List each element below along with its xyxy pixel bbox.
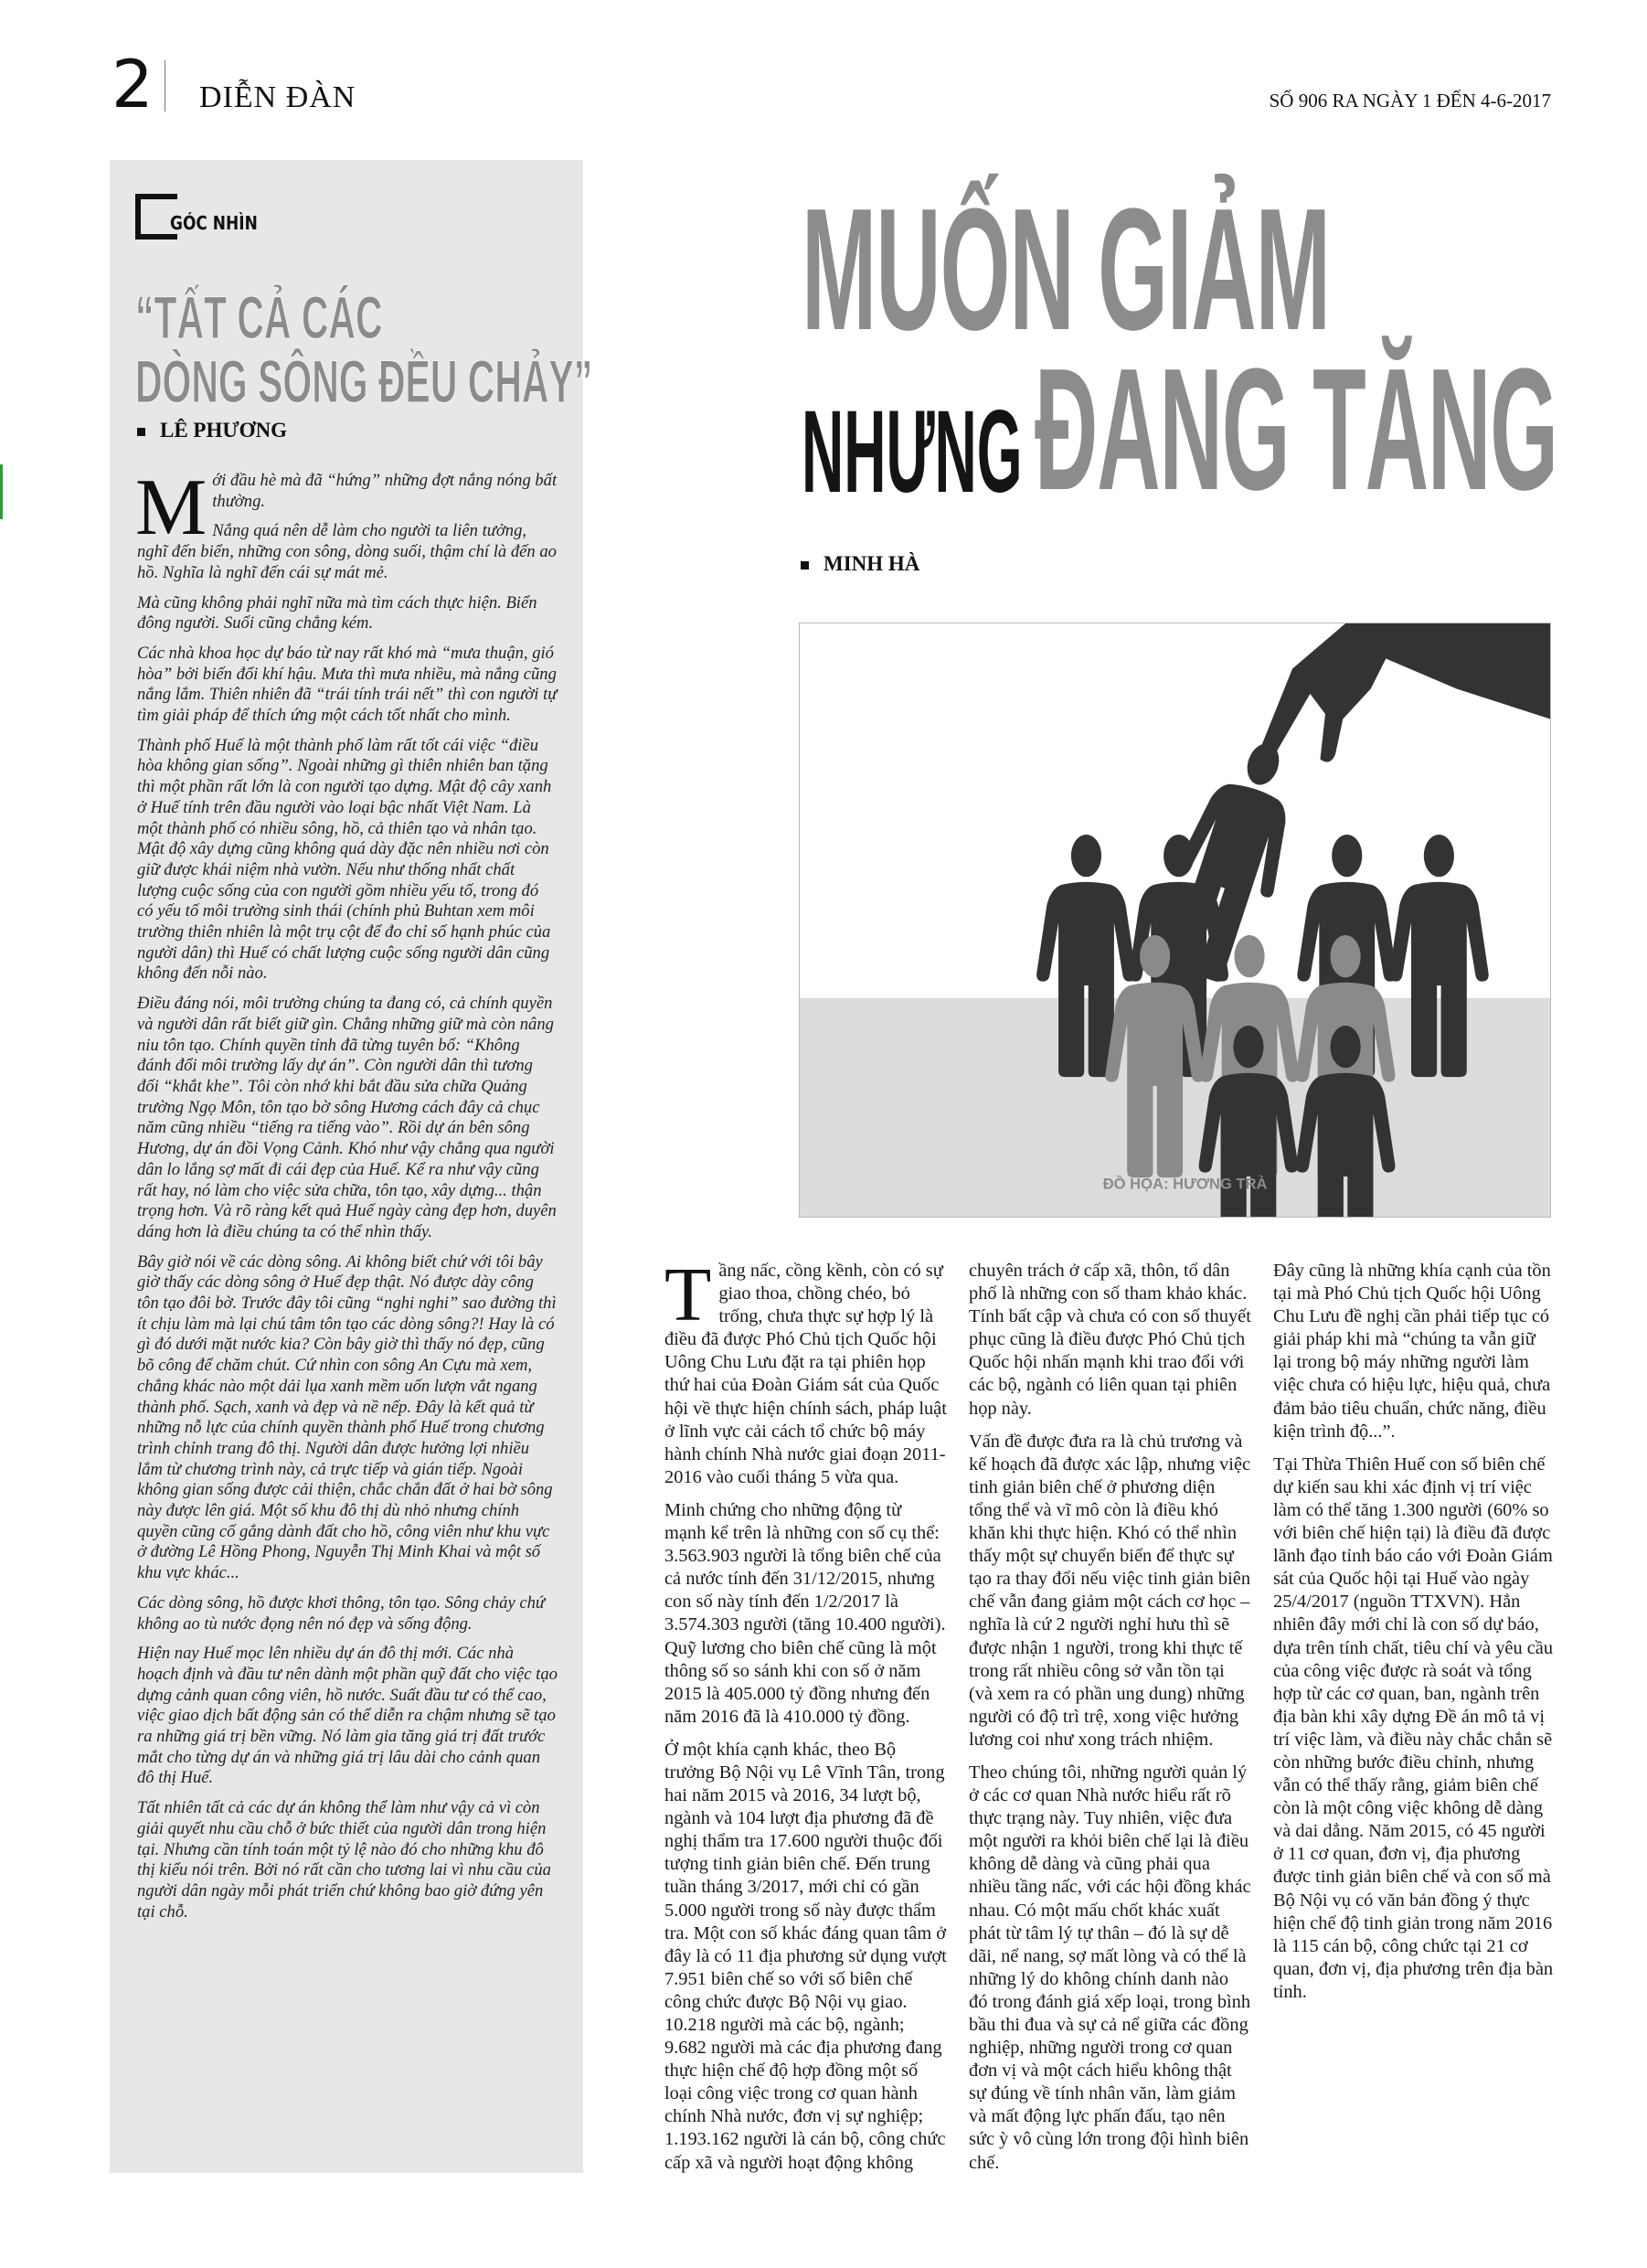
paragraph: Tại Thừa Thiên Huế con số biên chế dự kiến sau khi xác định vị trí việc làm có thể tăng 1.300 người (60% so với biên chế hiện tại) là điều đã được lãnh đạo tỉnh báo cáo với Đoàn Giám sát của Quốc hội tại Huế vào ngày 25/4/2017 (nguồn TTXVN). Hẳn nhiên đây mới chỉ là con số dự báo, dựa trên tính chất, tiêu chí và yêu cầu của công việc được rà soát và tổng hợp từ các cơ quan, ban, ngành trên địa bàn khi xây dựng Đề án mô tả vị trí việc làm, và điều này chắc chắn sẽ còn những bước điều chỉnh, nhưng vẫn có thể thấy rằng, giảm biên chế còn là một công việc không dễ dàng và dai dẳng. Năm 2015, có 45 người ở 11 cơ quan, đơn vị, địa phương được tinh giản biên chế và con số mà Bộ Nội vụ có văn bản đồng ý thực hiện chế độ tinh giản trong năm 2016 là 115 cán bộ, công chức tại 21 cơ quan, đơn vị, địa phương trên địa bàn tỉnh.: [1273, 1453, 1554, 2002]
edge-marker: [0, 464, 3, 519]
paragraph: Minh chứng cho những động từ mạnh kể trên là những con số cụ thể: 3.563.903 người là tổng biên chế của cả nước tính đến 31/12/2015, nhưng con số này tính đến 1/2/2017 là 3.574.303 người (tăng 10.400 người). Quỹ lương cho biên chế cũng là một thông số so sánh khi con số ở năm 2015 là 405.000 tỷ đồng nhưng đến năm 2016 đã là 410.000 tỷ đồng.: [664, 1499, 946, 1727]
illustration-graphic: [800, 623, 1550, 1217]
article-byline: [801, 552, 919, 576]
drop-cap: T: [664, 1252, 712, 1337]
sidebar-title-line: DÒNG SÔNG ĐỀU CHẢY”: [135, 347, 593, 415]
paragraph: Đây cũng là những khía cạnh của tồn tại mà Phó Chủ tịch Quốc hội Uông Chu Lưu đề nghị cần phải tiếp tục có giải pháp khi mà “chúng ta vẫn giữ lại trong bộ máy những người làm việc chưa có hiệu lực, hiệu quả, chưa đảm bảo tiêu chuẩn, chức năng, điều kiện trình độ...”.: [1273, 1261, 1551, 1442]
article-body: [664, 1252, 1556, 2188]
sidebar-title-line: “TẤT CẢ CÁC: [135, 283, 383, 351]
illustration: [799, 623, 1551, 1218]
paragraph: Điều đáng nói, môi trường chúng ta đang có, cả chính quyền và người dân rất biết giữ gìn. Chẳng những giữ mà còn nâng niu tôn tạo. Chính quyền tỉnh đã từng tuyên bố: “Không đánh đổi môi trường lấy dự án”. Còn người dân thì tương đối “khắt khe”. Tôi còn nhớ khi bắt đầu sửa chữa Quảng trường Ngọ Môn, tôn tạo bờ sông Hương cách đây cả chục năm cũng nhiều “tiếng ra tiếng vào”. Rồi dự án bên sông Hương, dự án đồi Vọng Cảnh. Khó như vậy chẳng qua người dân lo lắng sợ mất đi cái đẹp của Huế. Kể ra như vậy cũng rất hay, nó làm cho việc sửa chữa, tôn tạo, xây dựng... thận trọng hơn. Và rõ ràng kết quả Huế ngày càng đẹp hơn, duyên dáng hơn là điều chúng ta có thể nhìn thấy.: [137, 994, 557, 1241]
headline-line-1: MUỐN GIẢM: [802, 173, 1330, 367]
issue-info: SỐ 906 RA NGÀY 1 ĐẾN 4-6-2017: [1269, 90, 1551, 112]
paragraph: Bây giờ nói về các dòng sông. Ai không biết chứ với tôi bây giờ thấy các dòng sông ở Huế đẹp thật. Nó được dày công tôn tạo đôi bờ. Trước đây tôi cũng “nghi nghi” sao đường thì ít chịu làm mà lại chú tâm tôn tạo các dòng sông?! Hay là có gì đó dưới mặt nước kia? Còn bây giờ thì thấy nó đẹp, cũng bõ công để chăm chút. Cứ nhìn con sông An Cựu mà xem, chẳng khác nào một dải lụa xanh mềm uốn lượn vắt ngang thành phố. Sạch, xanh và đẹp và nề nếp. Đây là kết quả từ những nỗ lực của chính quyền thành phố Huế trong chương trình chỉnh trang đô thị. Người dân được hưởng lợi nhiều lắm từ chương trình này, cả trực tiếp và gián tiếp. Ngoài không gian sống được cải thiện, chắc chắn đất ở hai bờ sông này được lên giá. Một số khu đô thị dù nhỏ nhưng chính quyền cũng cố gắng dành đất cho hồ, công viên như khu vực ở đường Lê Hồng Phong, Nguyễn Thị Minh Khai và một số khu vực khác...: [137, 1251, 557, 1583]
author-name: MINH HÀ: [824, 552, 920, 575]
paragraph: Thành phố Huế là một thành phố làm rất tốt cái việc “điều hòa không gian sống”. Ngoài những gì thiên nhiên ban tặng thì một phần rất lớn là con người tạo dựng. Mật độ cây xanh ở Huế tính trên đầu người vào loại bậc nhất Việt Nam. Là một thành phố có nhiều sông, hồ, cả thiên tạo và nhân tạo. Mật độ xây dựng cũng không quá dày đặc nên nhiều nơi còn giữ được khái niệm nhà vườn. Nếu như thống nhất chất lượng cuộc sống của con người gồm nhiều yếu tố, trong đó có yếu tố môi trường sinh thái (chính phủ Buhtan xem môi trường thiên nhiên là một trụ cột để đo chỉ số hạnh phúc của người dân) thì Huế có chất lượng cuộc sống người dân cũng không đến nỗi nào.: [137, 735, 552, 984]
paragraph-text: ới đầu hè mà đã “hứng” những đợt nắng nóng bất thường.: [212, 471, 558, 511]
paragraph: Ở một khía cạnh khác, theo Bộ trưởng Bộ Nội vụ Lê Vĩnh Tân, trong hai năm 2015 và 2016, 34 lượt bộ, ngành và 104 lượt địa phương đã đề nghị thẩm tra 17.600 người thuộc đối tượng tinh giản biên chế. Đến trung tuần tháng 3/2017, mới chỉ có gần 5.000 người trong số này được thẩm tra. Một con số khác đáng quan tâm ở đây là có 11 địa phương sử dụng vượt 7.951 biên chế so với số biên chế công chức được Bộ Nội vụ giao. 10.218 người mà các bộ, ngành; 9.682 người mà các địa phương đang thực hiện chế độ hợp đồng một số loại công việc trong cơ quan hành chính Nhà nước, đơn vị sự nghiệp; 1.193.162 người là cán bộ, công chức cấp xã và người hoạt động không chuyên trách ở cấp xã, thôn, tổ dân phố là những con số tham khảo khác. Tính bất cập và chưa có con số thuyết phục cũng là điều được Phó Chủ tịch Quốc hội nhấn mạnh khi trao đổi với các bộ, ngành có liên quan tại phiên họp này.: [664, 1261, 1251, 2173]
paragraph: Tất nhiên tất cả các dự án không thể làm như vậy cả vì còn giải quyết nhu cầu chỗ ở bức thiết của người dân trong hiện tại. Nhưng cần tính toán một tỷ lệ nào đó cho những khu đô thị kiểu nói trên. Bởi nó rất cần cho tương lai vì nhu cầu của người dân ngày mỗi phát triển chứ không bao giờ đứng yên tại chỗ.: [137, 1798, 551, 1922]
section-name: DIỄN ĐÀN: [199, 80, 356, 114]
paragraph: Vấn đề được đưa ra là chủ trương và kế hoạch đã được xác lập, nhưng việc tinh giản biên chế ở phương diện tổng thể và vĩ mô còn là điều khó khăn khi thực hiện. Khó có thể nhìn thấy một sự chuyển biến để thực sự tạo ra thay đổi nếu việc tinh giản biên chế vẫn đang giảm một cách cơ học – nghĩa là cứ 2 người nghỉ hưu thì sẽ được nhận 1 người, trong khi thực tế trong rất nhiều công sở vẫn tồn tại (và xem ra có phần ung dung) những người có độ trì trệ, xong việc hưởng lương coi như xong trách nhiệm.: [969, 1431, 1251, 1750]
bracket-icon: [135, 194, 172, 240]
paragraph: Các dòng sông, hồ được khơi thông, tôn tạo. Sông chảy chứ không ao tù nước đọng nên nó đẹp và sống động.: [137, 1592, 546, 1634]
sidebar-title: [135, 285, 592, 413]
paragraph: Hiện nay Huế mọc lên nhiều dự án đô thị mới. Các nhà hoạch định và đầu tư nên dành một phần quỹ đất cho việc tạo dựng cảnh quan công viên, hồ nước. Suất đầu tư có thể cao, việc giao dịch bất động sản có thể diễn ra chậm nhưng sẽ tạo ra những giá trị bền vững. Nó làm gia tăng giá trị đất trước mắt cho từng dự án và những giá trị lâu dài cho cảnh quan đô thị Huế.: [137, 1644, 558, 1788]
illustration-credit: ĐỒ HỌA: HƯƠNG TRÀ: [1102, 1175, 1268, 1193]
drop-cap: M: [135, 463, 207, 552]
page-number: 2: [112, 46, 154, 122]
paragraph: Mà cũng không phải nghĩ nữa mà tìm cách thực hiện. Biển đông người. Suối cũng chẳng kém.: [137, 592, 537, 634]
paragraph: Nắng quá nên dễ làm cho người ta liên tưởng, nghĩ đến biển, những con sông, dòng suối, thậm chí là đến ao hồ. Nghĩa là nghĩ đến cái sự mát mẻ.: [137, 521, 557, 582]
bullet-icon: [801, 561, 809, 570]
kicker-label: GÓC NHÌN: [170, 212, 258, 234]
headline-line-2-gray: ĐANG TĂNG: [1035, 333, 1557, 527]
paragraph: [664, 1252, 947, 1489]
paragraph: Các nhà khoa học dự báo từ nay rất khó mà “mưa thuận, gió hòa” bởi biến đổi khí hậu. Mưa thì mưa nhiều, mà nắng cũng nắng lắm. Thiên nhiên đã “trái tính trái nết” thì con người tự tìm giải pháp để thích ứng một cách tốt nhất cho mình.: [137, 643, 558, 726]
bullet-icon: [137, 428, 145, 436]
paragraph-text: ầng nấc, cồng kềnh, còn có sự giao thoa, chồng chéo, bỏ trống, chưa thực sự hợp lý là điều đã được Phó Chủ tịch Quốc hội Uông Chu Lưu đặt ra tại phiên họp thứ hai của Đoàn Giám sát của Quốc hội về thực hiện chính sách, pháp luật ở lĩnh vực cải cách tổ chức bộ máy hành chính Nhà nước giai đoạn 2011-2016 vào cuối tháng 5 vừa qua.: [664, 1261, 947, 1487]
author-name: LÊ PHƯƠNG: [160, 419, 288, 442]
sidebar-body: [135, 463, 558, 1932]
headline-line-2-black: NHƯNG: [802, 387, 1023, 517]
paragraph: Theo chúng tôi, những người quản lý ở các cơ quan Nhà nước hiểu rất rõ thực trạng này. Tuy nhiên, việc đưa một người ra khỏi biên chế lại là điều không dễ dàng và cũng phải qua nhiều tầng nấc, với các hội đồng khác nhau. Có một mấu chốt khác xuất phát từ tâm lý tự thân – đó là sự dễ dãi, nể nang, sợ mất lòng và có thể là những lý do không chính danh nào đó trong đánh giá xếp loại, trong bình bầu thi đua và sự cả nể giữa các đồng nghiệp, những người trong cơ quan đơn vị và một cách hiểu không thật sự đúng về tính nhân văn, làm giảm và mất động lực phấn đấu, tạo nên sức ỳ vô cùng lớn trong đội hình biên chế.: [969, 1762, 1251, 2173]
sidebar-byline: [137, 419, 287, 442]
hand-silhouette: [1257, 623, 1550, 763]
